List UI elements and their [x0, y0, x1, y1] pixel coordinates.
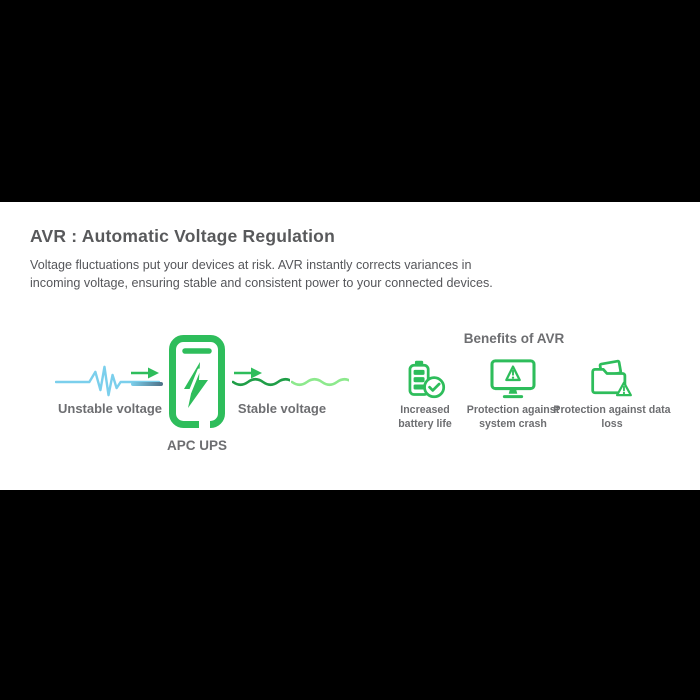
avr-panel: [0, 202, 700, 490]
stable-waveform-icon: [232, 374, 290, 390]
arrow-right-icon: [130, 366, 160, 380]
battery-check-icon: [404, 357, 446, 400]
unstable-voltage-label: Unstable voltage: [57, 401, 163, 416]
monitor-alert-icon: [489, 357, 537, 400]
letterbox-top: [0, 0, 700, 202]
folder-alert-icon: [589, 357, 635, 400]
apc-ups-label: APC UPS: [166, 438, 227, 453]
stable-waveform-light-icon: [291, 374, 349, 390]
page-description: Voltage fluctuations put your devices at risk. AVR instantly corrects variances in incoming voltage, ensuring stable and consistent power to your connected devices.: [30, 258, 493, 290]
benefit-label: Increased battery life: [398, 404, 452, 430]
benefit-protection-data-loss: [551, 357, 673, 432]
page-title: AVR : Automatic Voltage Regulation: [30, 226, 335, 246]
benefit-label: Protection against system crash: [466, 404, 560, 430]
benefit-label: Protection against data loss: [553, 404, 671, 430]
voltage-transition-line: [131, 382, 163, 386]
letterbox-bottom: [0, 490, 700, 700]
benefits-title: Benefits of AVR: [463, 331, 565, 346]
stable-voltage-label: Stable voltage: [237, 401, 327, 416]
